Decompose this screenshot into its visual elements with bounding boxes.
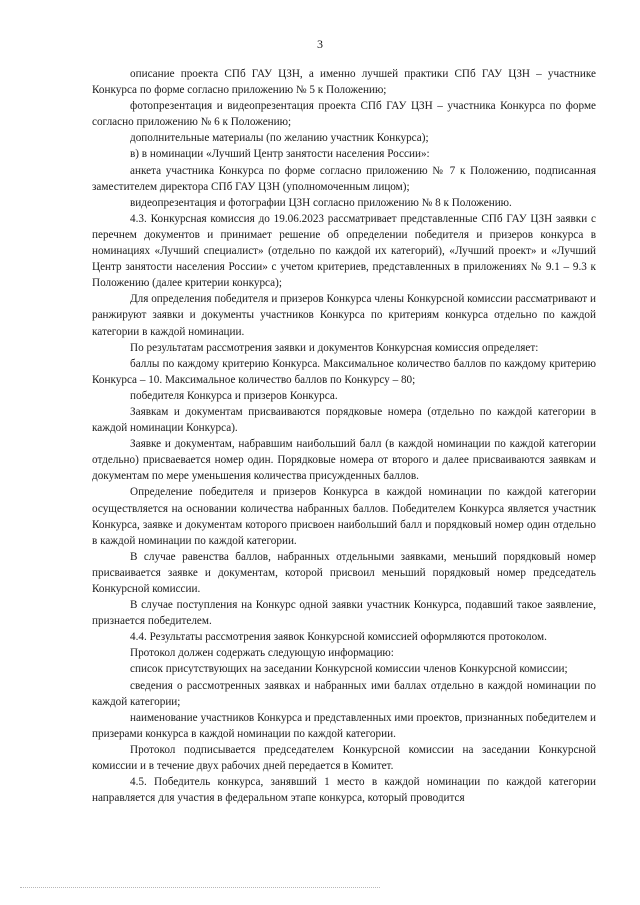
paragraph: победителя Конкурса и призеров Конкурса. xyxy=(130,389,338,402)
document-body xyxy=(92,66,596,806)
scan-artifact-divider xyxy=(20,887,380,888)
paragraph: 4.5. Победитель конкурса, занявший 1 место в каждой номинации по каждой категории направляется для участия в федеральном этапе конкурса, который проводится xyxy=(92,776,596,805)
paragraph: анкета участника Конкурса по форме согласно приложению № 7 к Положению, подписанная заместителем директора СПб ГАУ ЦЗН (уполномоченным лицом); xyxy=(92,164,596,193)
paragraph: Заявкам и документам присваиваются порядковые номера (отдельно по каждой категории в каждой номинации Конкурса). xyxy=(92,405,596,435)
paragraph: баллы по каждому критерию Конкурса. Максимальное количество баллов по каждому критерию Конкурса – 10. Максимальное количество баллов по Конкурсу – 80; xyxy=(92,357,596,386)
paragraph: В случае равенства баллов, набранных отдельными заявками, меньший порядковый номер присваивается заявке и документам, которой присвоил меньший порядковый номер председатель Конкурсной комиссии. xyxy=(92,550,596,595)
paragraph: Протокол должен содержать следующую информацию: xyxy=(130,647,394,660)
paragraph: Для определения победителя и призеров Конкурса члены Конкурсной комиссии рассматривают и ранжируют заявки и документы участников Конкурса по критериям конкурса отдельно по каждой категории в каждой номинации. xyxy=(92,293,596,338)
paragraph: видеопрезентация и фотографии ЦЗН согласно приложению № 8 к Положению. xyxy=(130,196,512,209)
paragraph: описание проекта СПб ГАУ ЦЗН, а именно лучшей практики СПб ГАУ ЦЗН – участнике Конкурса по форме согласно приложению № 5 к Положению; xyxy=(92,68,596,97)
paragraph: 4.3. Конкурсная комиссия до 19.06.2023 рассматривает представленные СПб ГАУ ЦЗН заявки с перечнем документов и принимает решение об определении победителя и призеров конкурса в номинациях «Лучший специалист» (отдельно по каждой их категорий), «Лучший проект» и «Лучший Центр занятости населения России» с учетом критериев, представленных в приложениях № 9.1 – 9.3 к Положению (далее критерии конкурса); xyxy=(92,212,596,290)
paragraph: По результатам рассмотрения заявки и документов Конкурсная комиссия определяет: xyxy=(130,341,539,354)
paragraph: Определение победителя и призеров Конкурса в каждой номинации по каждой категории осуществляется на основании количества набранных баллов. Победителем Конкурса является участник Конкурса, заявке и документам которого присвоен наибольший балл и порядковый номер один отдельно в каждой номинации по каждой категории. xyxy=(92,486,596,547)
paragraph: сведения о рассмотренных заявках и набранных ими баллах отдельно в каждой номинации по каждой категории; xyxy=(92,679,596,708)
paragraph: в) в номинации «Лучший Центр занятости населения России»: xyxy=(130,148,430,161)
paragraph: 4.4. Результаты рассмотрения заявок Конкурсной комиссией оформляются протоколом. xyxy=(130,631,547,644)
paragraph: наименование участников Конкурса и представленных ими проектов, признанных победителем и призерами конкурса в каждой номинации по каждой категории. xyxy=(92,711,596,740)
paragraph: фотопрезентация и видеопрезентация проекта СПб ГАУ ЦЗН – участника Конкурса по форме согласно приложению № 6 к Положению; xyxy=(92,100,596,129)
paragraph: Протокол подписывается председателем Конкурсной комиссии на заседании Конкурсной комиссии и в течение двух рабочих дней передается в Комитет. xyxy=(92,743,596,773)
page-number: 3 xyxy=(317,37,323,51)
paragraph: В случае поступления на Конкурс одной заявки участник Конкурса, подавший такое заявление, признается победителем. xyxy=(92,599,596,628)
paragraph: Заявке и документам, набравшим наибольший балл (в каждой номинации по каждой категории отдельно) присваевается номер один. Порядковые номера от второго и далее присваиваются заявкам и документам по мере уменьшения количества присужденных баллов. xyxy=(92,438,596,483)
paragraph: список присутствующих на заседании Конкурсной комиссии членов Конкурсной комиссии; xyxy=(130,663,568,676)
paragraph: дополнительные материалы (по желанию участник Конкурса); xyxy=(130,132,429,145)
